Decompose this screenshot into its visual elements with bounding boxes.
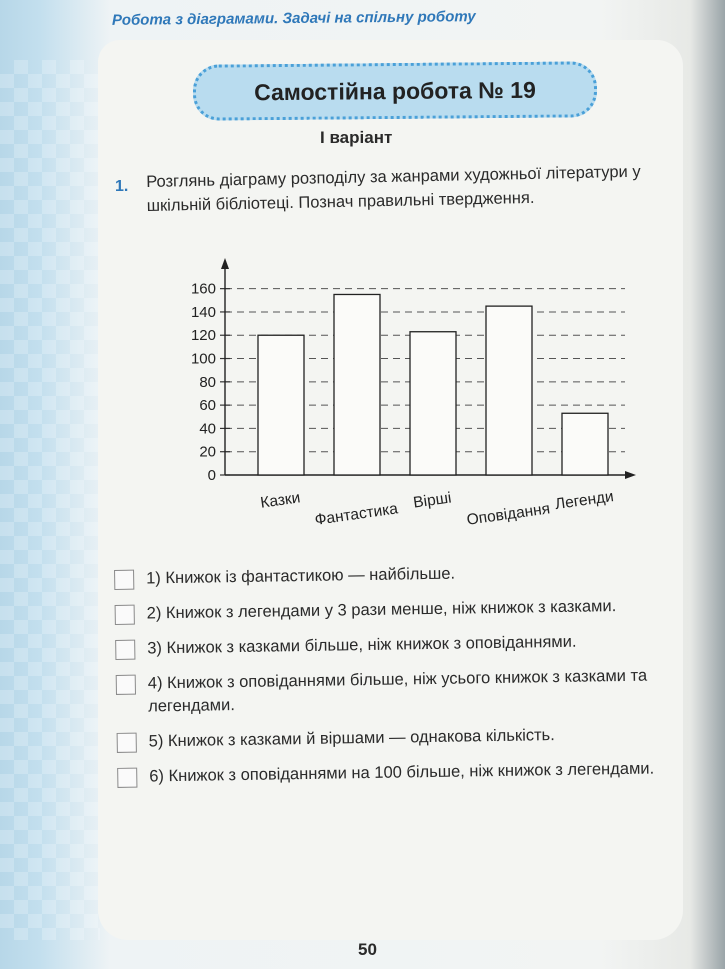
option-item[interactable] — [115, 722, 685, 754]
option-item[interactable] — [113, 594, 683, 626]
y-tick-label: 0 — [207, 467, 216, 484]
category-label: Казки — [259, 489, 302, 512]
answer-options — [112, 559, 686, 801]
y-tick-label: 60 — [199, 397, 216, 415]
option-label: 4) Книжок з оповіданнями більше, ніж усього книжок з казками та легендами. — [147, 666, 648, 716]
variant-label: І варіант — [320, 128, 393, 147]
option-checkbox[interactable] — [114, 570, 134, 590]
option-label: 5) Книжок з казками й віршами — однакова кількість. — [148, 726, 555, 751]
option-item[interactable] — [113, 629, 683, 661]
bar — [334, 294, 380, 475]
y-tick-label: 100 — [190, 350, 216, 368]
y-axis-arrow — [221, 258, 229, 269]
category-label: Вірші — [412, 489, 453, 512]
category-label: Фантастика — [313, 500, 400, 529]
y-tick-label: 160 — [190, 280, 216, 298]
work-title: Самостійна робота № 19 — [254, 76, 536, 105]
option-checkbox[interactable] — [117, 768, 137, 788]
option-item[interactable] — [115, 757, 685, 789]
option-checkbox[interactable] — [115, 640, 135, 660]
bar — [562, 413, 608, 475]
option-label: 2) Книжок з легендами у 3 рази менше, ніж книжок з казками. — [146, 597, 617, 623]
y-tick-label: 80 — [199, 373, 216, 391]
y-tick-label: 40 — [199, 420, 216, 438]
category-label: Легенди — [553, 488, 615, 514]
task-text: Розглянь діаграму розподілу за жанрами художньої літератури у шкільній бібліотеці. Познач правильні твердження. — [146, 162, 641, 215]
task-number: 1. — [115, 178, 129, 195]
option-label: 6) Книжок з оповіданнями на 100 більше, ніж книжок з легендами. — [149, 759, 655, 786]
bar — [486, 306, 532, 475]
section-header: Робота з діаграмами. Задачі на спільну роботу — [111, 8, 476, 29]
work-title-badge — [193, 61, 597, 121]
y-tick-label: 140 — [190, 303, 216, 321]
option-item[interactable] — [114, 664, 685, 719]
option-checkbox[interactable] — [115, 605, 135, 625]
option-label: 1) Книжок із фантастикою — найбільше. — [146, 564, 456, 588]
page-number: 50 — [358, 940, 377, 959]
option-label: 3) Книжок з казками більше, ніж книжок з оповіданнями. — [147, 632, 577, 658]
category-label: Оповідання — [465, 500, 552, 529]
bar — [410, 332, 456, 475]
bar — [258, 335, 304, 475]
decorative-pattern — [0, 60, 100, 940]
genre-bar-chart — [170, 255, 640, 545]
x-axis-arrow — [625, 471, 636, 479]
y-tick-label: 20 — [199, 443, 216, 461]
y-tick-label: 120 — [190, 327, 216, 345]
option-checkbox[interactable] — [117, 733, 137, 753]
option-checkbox[interactable] — [116, 675, 136, 695]
